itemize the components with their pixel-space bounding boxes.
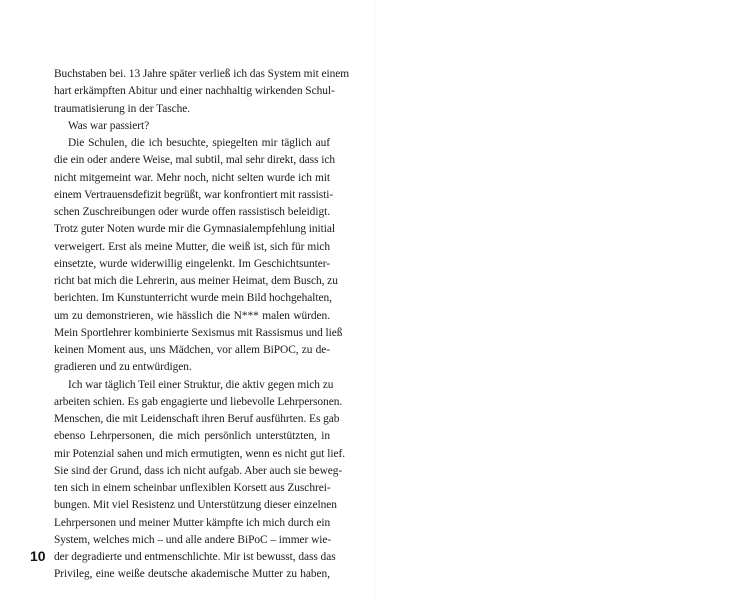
text-line: mir Potenzial sahen und mich ermutigten, wenn es nicht gut lief. (54, 447, 345, 460)
right-page (375, 0, 750, 598)
text-line: verweigert. Erst als meine Mutter, die weiß ist, sich für mich (54, 240, 330, 253)
text-line: berichten. Im Kunstunterricht wurde mein Bild hochgehalten, (54, 292, 332, 305)
text-line: hart erkämpften Abitur und einer nachhaltig wirkenden Schul- (54, 85, 335, 98)
text-line: gradieren und zu entwürdigen. (54, 361, 192, 374)
text-line: ebenso Lehrpersonen, die mich persönlich unterstützten, in (54, 430, 330, 443)
text-line: Ich war täglich Teil einer Struktur, die aktiv gegen mich zu (68, 378, 334, 391)
text-line: Menschen, die mit Leidenschaft ihren Beruf ausführten. Es gab (54, 413, 340, 425)
text-line: um zu demonstrieren, wie hässlich die N*** malen würden. (54, 309, 330, 322)
text-line: keinen Moment aus, uns Mädchen, vor allem BiPOC, zu de- (54, 344, 330, 356)
text-line: bungen. Mit viel Resistenz und Unterstützung dieser einzelnen (54, 499, 337, 512)
text-line: schen Zuschreibungen oder wurde offen rassistisch beleidigt. (54, 206, 330, 218)
text-line: Was war passiert? (68, 119, 150, 132)
text-line: nicht mitgemeint war. Mehr noch, nicht selten wurde ich mit (54, 171, 330, 184)
text-line: Lehrpersonen und meiner Mutter kämpfte ich mich durch ein (54, 516, 331, 529)
text-line: arbeiten schien. Es gab engagierte und liebevolle Lehrpersonen. (54, 395, 343, 408)
text-line: Sie sind der Grund, dass ich nicht aufgab. Aber auch sie beweg- (54, 464, 343, 477)
text-line: Trotz guter Noten wurde mir die Gymnasialempfehlung initial (54, 223, 336, 236)
text-line: Buchstaben bei. 13 Jahre später verließ ich das System mit einem (54, 68, 350, 80)
text-line: die ein oder andere Weise, mal subtil, mal sehr direkt, dass ich (54, 154, 335, 167)
left-page-body-text (54, 66, 350, 584)
text-line: der degradierte und entmenschlichte. Mir ist bewusst, dass das (54, 551, 336, 563)
text-line: einsetzte, wurde widerwillig eingelenkt. Im Geschichtsunter- (54, 257, 330, 270)
page-number-left: 10 (30, 548, 46, 564)
text-line: ten sich in einem scheinbar unflexiblen Korsett aus Zuschrei- (54, 482, 331, 494)
text-line: einem Vertrauensdefizit begrüßt, war konfrontiert mit rassisti- (54, 188, 334, 201)
text-line: traumatisierung in der Tasche. (54, 102, 191, 115)
text-line: Die Schulen, die ich besuchte, spiegelten mir täglich auf (68, 137, 330, 149)
text-line: Mein Sportlehrer kombinierte Sexismus mit Rassismus und ließ (54, 326, 343, 339)
text-line: System, welches mich – und alle andere BiPoC – immer wie- (54, 533, 332, 546)
text-line: Privileg, eine weiße deutsche akademische Mutter zu haben, (54, 568, 330, 581)
text-line: richt bat mich die Lehrerin, aus meiner Heimat, dem Busch, zu (54, 275, 338, 287)
